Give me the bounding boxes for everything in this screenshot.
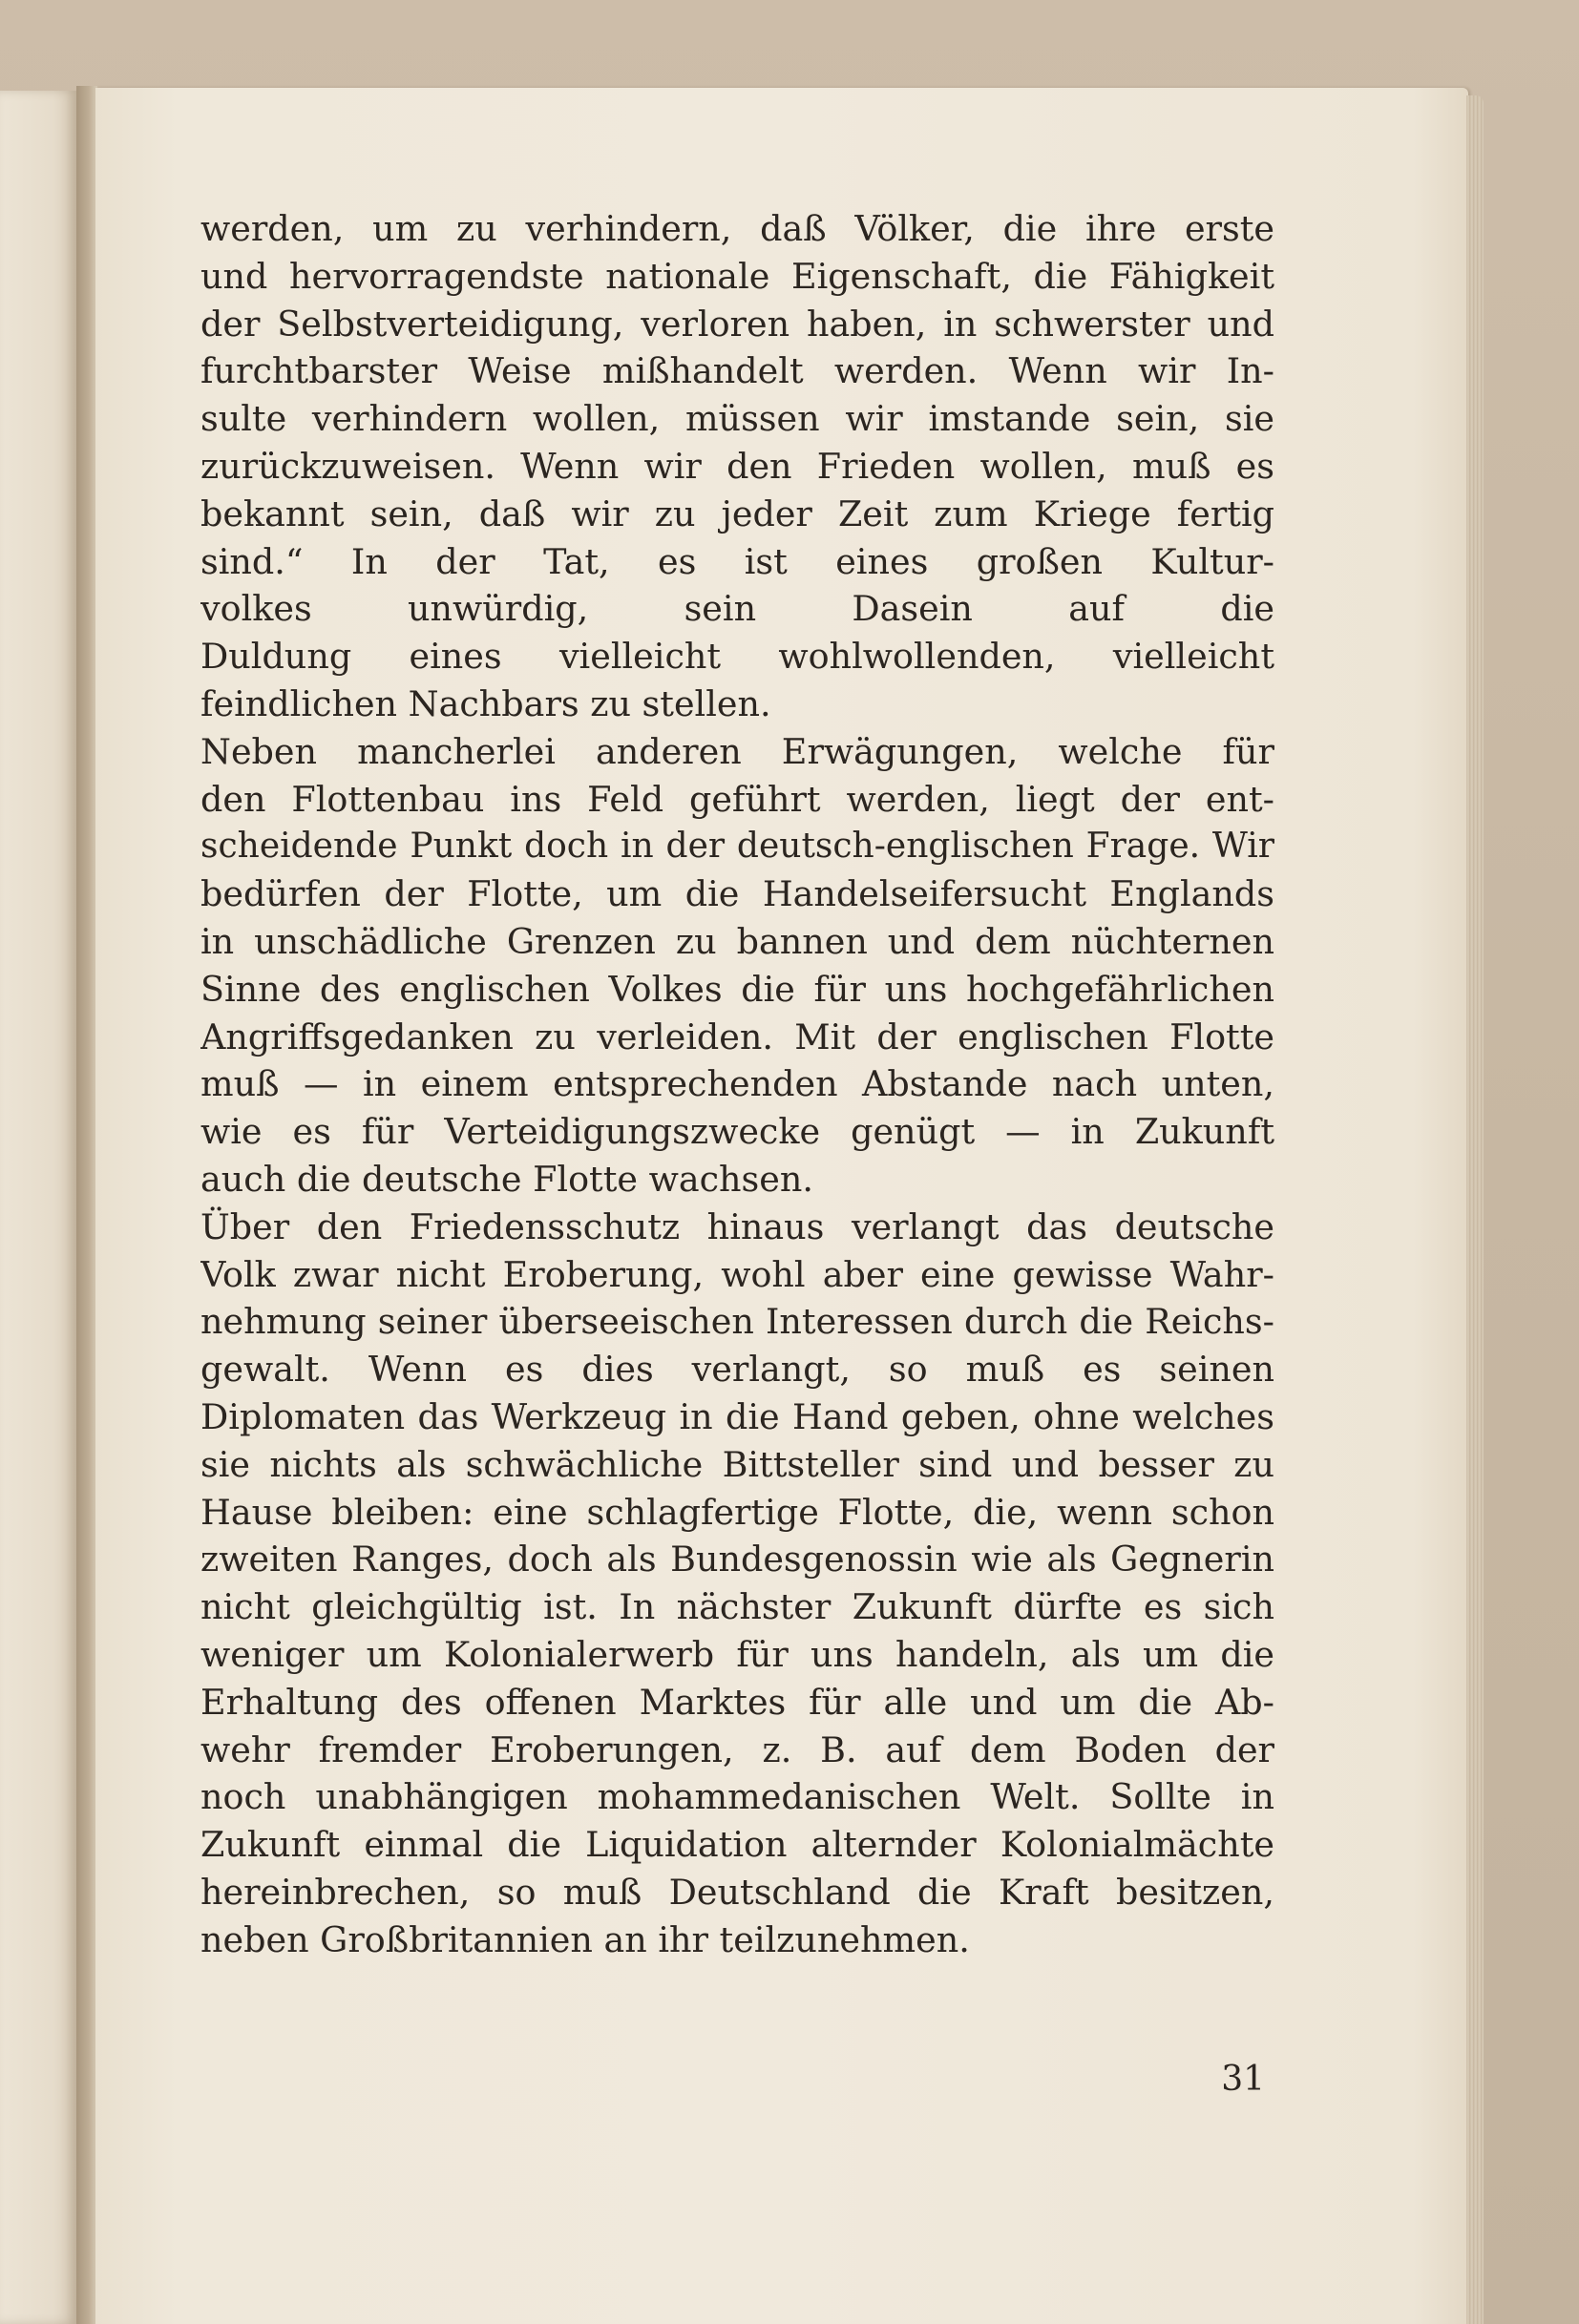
- text-line: gewalt. Wenn es dies verlangt, so muß es seinen: [200, 1349, 1274, 1391]
- text-line: bekannt sein, daß wir zu jeder Zeit zum Kriege fertig: [200, 492, 1274, 534]
- text-line: und hervorragendste nationale Eigenschaft, die Fähigkeit: [200, 255, 1274, 297]
- text-line: nicht gleichgültig ist. In nächster Zukunft dürfte es sich: [200, 1586, 1274, 1628]
- text-line: Sinne des englischen Volkes die für uns hochgefährlichen: [200, 968, 1274, 1010]
- paragraph-end-line: auch die deutsche Flotte wachsen.: [200, 1158, 813, 1200]
- text-line: Über den Friedensschutz hinaus verlangt das deutsche: [200, 1205, 1274, 1247]
- text-line: Diplomaten das Werkzeug in die Hand geben, ohne welches: [200, 1395, 1274, 1437]
- text-line: wie es für Verteidigungszwecke genügt — in Zukunft: [200, 1111, 1274, 1153]
- text-line: Duldung eines vielleicht wohlwollenden, vielleicht: [200, 636, 1274, 678]
- text-line: noch unabhängigen mohammedanischen Welt. Sollte in: [200, 1776, 1274, 1818]
- text-line: scheidende Punkt doch in der deutsch-englischen Frage. Wir: [200, 827, 1274, 867]
- text-line: Volk zwar nicht Eroberung, wohl aber eine gewisse Wahr-: [200, 1253, 1274, 1295]
- text-line: furchtbarster Weise mißhandelt werden. Wenn wir In-: [200, 350, 1274, 392]
- text-line: zweiten Ranges, doch als Bundesgenossin wie als Gegnerin: [200, 1539, 1274, 1581]
- text-line: sind.“ In der Tat, es ist eines großen Kultur-: [200, 540, 1274, 582]
- text-line: sie nichts als schwächliche Bittsteller sind und besser zu: [200, 1443, 1274, 1485]
- text-line: zurückzuweisen. Wenn wir den Frieden wollen, muß es: [200, 445, 1274, 487]
- text-line: in unschädliche Grenzen zu bannen und dem nüchternen: [200, 920, 1274, 962]
- text-line: den Flottenbau ins Feld geführt werden, liegt der ent-: [200, 778, 1274, 820]
- previous-page-edge: [0, 91, 76, 2324]
- text-line: volkes unwürdig, sein Dasein auf die: [200, 588, 1274, 630]
- text-line: Hause bleiben: eine schlagfertige Flotte, die, wenn schon: [200, 1491, 1274, 1533]
- text-line: Neben mancherlei anderen Erwägungen, welche für: [200, 730, 1274, 772]
- text-line: werden, um zu verhindern, daß Völker, die ihre erste: [200, 208, 1274, 249]
- text-line: Erhaltung des offenen Marktes für alle und um die Ab-: [200, 1681, 1274, 1723]
- text-line: sulte verhindern wollen, müssen wir imstande sein, sie: [200, 398, 1274, 440]
- text-line: nehmung seiner überseeischen Interessen durch die Reichs-: [200, 1301, 1274, 1343]
- text-line: muß — in einem entsprechenden Abstande nach unten,: [200, 1063, 1274, 1105]
- text-line: der Selbstverteidigung, verloren haben, in schwerster und: [200, 303, 1274, 345]
- text-line: wehr fremder Eroberungen, z. B. auf dem Boden der: [200, 1728, 1274, 1770]
- paragraph-end-line: neben Großbritannien an ihr teilzunehmen.: [200, 1918, 970, 1960]
- book-gutter: [76, 86, 97, 2324]
- text-line: hereinbrechen, so muß Deutschland die Kraft besitzen,: [200, 1871, 1274, 1913]
- body-text: [200, 205, 1274, 1963]
- paragraph-end-line: feindlichen Nachbars zu stellen.: [200, 682, 771, 724]
- page-stack-edge: [1466, 95, 1484, 2324]
- text-line: Angriffsgedanken zu verleiden. Mit der englischen Flotte: [200, 1015, 1274, 1057]
- text-line: bedürfen der Flotte, um die Handelseifersucht Englands: [200, 873, 1274, 915]
- page-number: 31: [1221, 2060, 1265, 2099]
- text-line: Zukunft einmal die Liquidation alternder Kolonialmächte: [200, 1824, 1274, 1866]
- text-line: weniger um Kolonialerwerb für uns handeln, als um die: [200, 1633, 1274, 1675]
